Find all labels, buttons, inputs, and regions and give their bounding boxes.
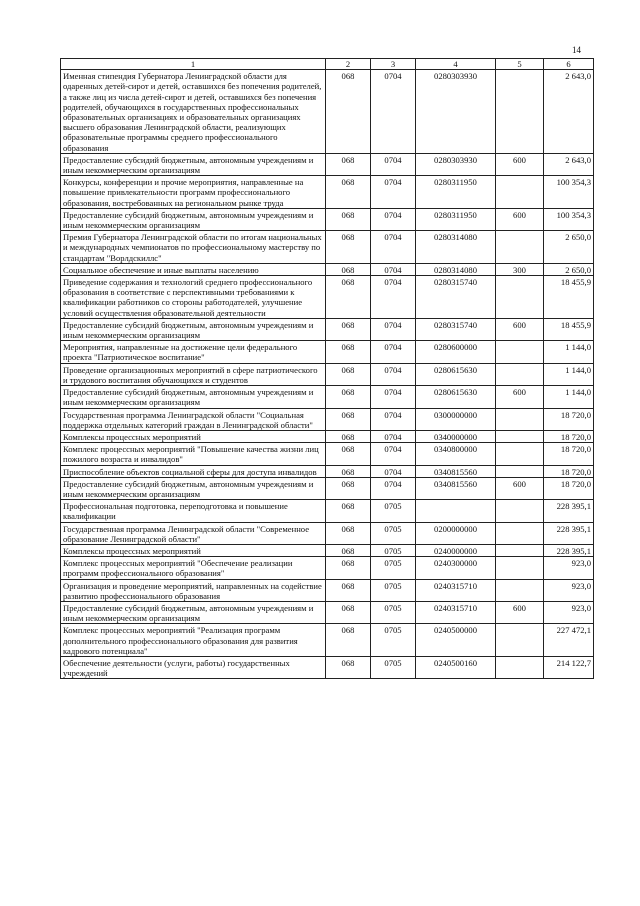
- row-target-article-cell: 0340800000: [416, 443, 496, 465]
- row-name-cell: Конкурсы, конференции и прочие мероприятия, направленные на повышение привлекательности программ профессионального образования, востребованных на региональном рынке труда: [61, 176, 326, 209]
- row-name-cell: Приведение содержания и технологий среднего профессионального образования в соответствие с перспективными требованиями к квалификации работников со стороны работодателей, улучшение условий осуществления образовательной деятельности: [61, 276, 326, 319]
- row-section-cell: 0704: [371, 231, 416, 264]
- row-grbs-cell: 068: [326, 408, 371, 430]
- row-name-cell: Комплексы процессных мероприятий: [61, 544, 326, 556]
- row-name-cell: Премия Губернатора Ленинградской области по итогам национальных и международных чемпионатов по профессиональному мастерству по стандартам "Ворлдскиллс": [61, 231, 326, 264]
- row-name-cell: Комплекс процессных мероприятий "Обеспечение реализации программ профессионального образования": [61, 557, 326, 579]
- row-grbs-cell: 068: [326, 276, 371, 319]
- row-expense-type-cell: [496, 522, 544, 544]
- row-expense-type-cell: 600: [496, 318, 544, 340]
- row-target-article-cell: 0280615630: [416, 386, 496, 408]
- row-section-cell: 0705: [371, 624, 416, 657]
- table-row: [61, 231, 594, 264]
- row-target-article-cell: 0280314080: [416, 231, 496, 264]
- row-target-article-cell: 0340815560: [416, 465, 496, 477]
- row-amount-cell: 100 354,3: [544, 208, 594, 230]
- row-name-cell: Социальное обеспечение и иные выплаты населению: [61, 263, 326, 275]
- row-grbs-cell: 068: [326, 624, 371, 657]
- row-section-cell: 0704: [371, 477, 416, 499]
- column-header: 6: [544, 59, 594, 70]
- row-amount-cell: 923,0: [544, 557, 594, 579]
- table-row: [61, 624, 594, 657]
- table-row: [61, 522, 594, 544]
- row-expense-type-cell: [496, 579, 544, 601]
- row-expense-type-cell: 600: [496, 153, 544, 175]
- table-row: [61, 579, 594, 601]
- row-expense-type-cell: [496, 656, 544, 678]
- row-expense-type-cell: [496, 276, 544, 319]
- row-name-cell: Комплекс процессных мероприятий "Реализация программ дополнительного профессионального образования для развития кадрового потенциала": [61, 624, 326, 657]
- row-grbs-cell: 068: [326, 318, 371, 340]
- row-amount-cell: 2 643,0: [544, 70, 594, 154]
- column-header: 4: [416, 59, 496, 70]
- row-grbs-cell: 068: [326, 579, 371, 601]
- row-target-article-cell: 0340815560: [416, 477, 496, 499]
- row-target-article-cell: 0200000000: [416, 522, 496, 544]
- row-amount-cell: 1 144,0: [544, 386, 594, 408]
- row-target-article-cell: 0280311950: [416, 208, 496, 230]
- row-target-article-cell: 0280311950: [416, 176, 496, 209]
- row-name-cell: Именная стипендия Губернатора Ленинградской области для одаренных детей-сирот и детей, оставшихся без попечения родителей, а также лиц из числа детей-сирот и детей, оставшихся без попечения родителей, обучающихся в государственных профессиональных образовательных организациях и образовательных организациях высшего образования Ленинградской области, реализующих образовательные программы среднего профессионального образования: [61, 70, 326, 154]
- row-expense-type-cell: [496, 500, 544, 522]
- row-expense-type-cell: 600: [496, 601, 544, 623]
- table-row: [61, 656, 594, 678]
- table-row: [61, 465, 594, 477]
- row-target-article-cell: 0240500160: [416, 656, 496, 678]
- row-target-article-cell: 0280315740: [416, 276, 496, 319]
- row-target-article-cell: 0340000000: [416, 430, 496, 442]
- row-amount-cell: 2 650,0: [544, 231, 594, 264]
- row-section-cell: 0704: [371, 363, 416, 385]
- row-amount-cell: 18 455,9: [544, 276, 594, 319]
- row-name-cell: Предоставление субсидий бюджетным, автономным учреждениям и иным некоммерческим организациям: [61, 318, 326, 340]
- budget-table: [60, 58, 594, 679]
- row-expense-type-cell: [496, 443, 544, 465]
- row-target-article-cell: 0280315740: [416, 318, 496, 340]
- row-target-article-cell: 0280600000: [416, 341, 496, 363]
- row-grbs-cell: 068: [326, 544, 371, 556]
- row-expense-type-cell: 300: [496, 263, 544, 275]
- column-header: 1: [61, 59, 326, 70]
- row-amount-cell: 2 650,0: [544, 263, 594, 275]
- row-expense-type-cell: [496, 465, 544, 477]
- row-grbs-cell: 068: [326, 231, 371, 264]
- row-name-cell: Государственная программа Ленинградской области "Социальная поддержка отдельных категорий граждан в Ленинградской области": [61, 408, 326, 430]
- row-expense-type-cell: [496, 624, 544, 657]
- row-amount-cell: 100 354,3: [544, 176, 594, 209]
- table-row: [61, 208, 594, 230]
- column-header: 3: [371, 59, 416, 70]
- row-target-article-cell: 0280303930: [416, 153, 496, 175]
- row-target-article-cell: 0300000000: [416, 408, 496, 430]
- row-grbs-cell: 068: [326, 557, 371, 579]
- row-name-cell: Проведение организационных мероприятий в сфере патриотического и трудового воспитания обучающихся и студентов: [61, 363, 326, 385]
- table-row: [61, 176, 594, 209]
- row-section-cell: 0705: [371, 656, 416, 678]
- row-target-article-cell: 0240000000: [416, 544, 496, 556]
- row-section-cell: 0704: [371, 70, 416, 154]
- row-expense-type-cell: [496, 363, 544, 385]
- row-amount-cell: 2 643,0: [544, 153, 594, 175]
- row-section-cell: 0705: [371, 579, 416, 601]
- row-expense-type-cell: [496, 430, 544, 442]
- row-section-cell: 0704: [371, 176, 416, 209]
- row-name-cell: Предоставление субсидий бюджетным, автономным учреждениям и иным некоммерческим организациям: [61, 208, 326, 230]
- row-name-cell: Предоставление субсидий бюджетным, автономным учреждениям и иным некоммерческим организациям: [61, 601, 326, 623]
- table-row: [61, 318, 594, 340]
- row-expense-type-cell: [496, 341, 544, 363]
- table-header-row: [61, 59, 594, 70]
- page-number: 14: [572, 45, 581, 55]
- row-section-cell: 0704: [371, 386, 416, 408]
- table-row: [61, 263, 594, 275]
- row-amount-cell: 228 395,1: [544, 544, 594, 556]
- row-section-cell: 0704: [371, 318, 416, 340]
- row-expense-type-cell: 600: [496, 208, 544, 230]
- row-grbs-cell: 068: [326, 522, 371, 544]
- table-row: [61, 276, 594, 319]
- row-target-article-cell: 0240300000: [416, 557, 496, 579]
- table-row: [61, 70, 594, 154]
- table-body: [61, 70, 594, 679]
- row-expense-type-cell: [496, 176, 544, 209]
- row-amount-cell: 1 144,0: [544, 341, 594, 363]
- row-amount-cell: 18 720,0: [544, 430, 594, 442]
- row-grbs-cell: 068: [326, 263, 371, 275]
- row-grbs-cell: 068: [326, 500, 371, 522]
- table-row: [61, 500, 594, 522]
- row-amount-cell: 227 472,1: [544, 624, 594, 657]
- row-amount-cell: 923,0: [544, 579, 594, 601]
- row-target-article-cell: 0240315710: [416, 601, 496, 623]
- row-expense-type-cell: [496, 557, 544, 579]
- row-grbs-cell: 068: [326, 341, 371, 363]
- row-grbs-cell: 068: [326, 386, 371, 408]
- row-grbs-cell: 068: [326, 176, 371, 209]
- row-section-cell: 0704: [371, 276, 416, 319]
- row-section-cell: 0704: [371, 208, 416, 230]
- row-expense-type-cell: 600: [496, 386, 544, 408]
- row-section-cell: 0705: [371, 500, 416, 522]
- row-amount-cell: 18 720,0: [544, 477, 594, 499]
- row-section-cell: 0704: [371, 341, 416, 363]
- row-grbs-cell: 068: [326, 363, 371, 385]
- row-expense-type-cell: [496, 408, 544, 430]
- row-section-cell: 0704: [371, 408, 416, 430]
- row-name-cell: Приспособление объектов социальной сферы для доступа инвалидов: [61, 465, 326, 477]
- column-header: 5: [496, 59, 544, 70]
- row-name-cell: Предоставление субсидий бюджетным, автономным учреждениям и иным некоммерческим организациям: [61, 153, 326, 175]
- row-grbs-cell: 068: [326, 465, 371, 477]
- row-section-cell: 0705: [371, 601, 416, 623]
- row-name-cell: Предоставление субсидий бюджетным, автономным учреждениям и иным некоммерческим организациям: [61, 477, 326, 499]
- row-section-cell: 0704: [371, 443, 416, 465]
- row-grbs-cell: 068: [326, 208, 371, 230]
- row-name-cell: Комплексы процессных мероприятий: [61, 430, 326, 442]
- column-header: 2: [326, 59, 371, 70]
- row-target-article-cell: 0280303930: [416, 70, 496, 154]
- row-target-article-cell: [416, 500, 496, 522]
- row-section-cell: 0705: [371, 544, 416, 556]
- row-grbs-cell: 068: [326, 443, 371, 465]
- table-row: [61, 341, 594, 363]
- table-row: [61, 544, 594, 556]
- row-expense-type-cell: 600: [496, 477, 544, 499]
- row-name-cell: Мероприятия, направленные на достижение цели федерального проекта "Патриотическое воспитание": [61, 341, 326, 363]
- row-amount-cell: 214 122,7: [544, 656, 594, 678]
- row-section-cell: 0704: [371, 263, 416, 275]
- row-target-article-cell: 0280314080: [416, 263, 496, 275]
- row-name-cell: Комплекс процессных мероприятий "Повышение качества жизни лиц пожилого возраста и инвалидов": [61, 443, 326, 465]
- row-name-cell: Обеспечение деятельности (услуги, работы) государственных учреждений: [61, 656, 326, 678]
- row-grbs-cell: 068: [326, 70, 371, 154]
- row-amount-cell: 18 720,0: [544, 443, 594, 465]
- row-section-cell: 0704: [371, 430, 416, 442]
- row-target-article-cell: 0240315710: [416, 579, 496, 601]
- row-name-cell: Предоставление субсидий бюджетным, автономным учреждениям и иным некоммерческим организациям: [61, 386, 326, 408]
- row-grbs-cell: 068: [326, 477, 371, 499]
- row-grbs-cell: 068: [326, 656, 371, 678]
- row-amount-cell: 228 395,1: [544, 500, 594, 522]
- row-section-cell: 0704: [371, 465, 416, 477]
- row-amount-cell: 18 455,9: [544, 318, 594, 340]
- table-row: [61, 386, 594, 408]
- table-row: [61, 430, 594, 442]
- table-row: [61, 477, 594, 499]
- table-row: [61, 557, 594, 579]
- row-target-article-cell: 0240500000: [416, 624, 496, 657]
- row-name-cell: Государственная программа Ленинградской области "Современное образование Ленинградской области": [61, 522, 326, 544]
- row-expense-type-cell: [496, 231, 544, 264]
- row-amount-cell: 923,0: [544, 601, 594, 623]
- row-section-cell: 0705: [371, 522, 416, 544]
- table-row: [61, 363, 594, 385]
- row-name-cell: Организация и проведение мероприятий, направленных на содействие развитию профессионального образования: [61, 579, 326, 601]
- row-expense-type-cell: [496, 70, 544, 154]
- row-grbs-cell: 068: [326, 430, 371, 442]
- row-name-cell: Профессиональная подготовка, переподготовка и повышение квалификации: [61, 500, 326, 522]
- row-target-article-cell: 0280615630: [416, 363, 496, 385]
- row-amount-cell: 18 720,0: [544, 408, 594, 430]
- table-row: [61, 153, 594, 175]
- row-amount-cell: 18 720,0: [544, 465, 594, 477]
- row-amount-cell: 228 395,1: [544, 522, 594, 544]
- row-section-cell: 0704: [371, 153, 416, 175]
- table-row: [61, 408, 594, 430]
- row-amount-cell: 1 144,0: [544, 363, 594, 385]
- table-row: [61, 443, 594, 465]
- table-row: [61, 601, 594, 623]
- row-grbs-cell: 068: [326, 601, 371, 623]
- row-grbs-cell: 068: [326, 153, 371, 175]
- row-expense-type-cell: [496, 544, 544, 556]
- row-section-cell: 0705: [371, 557, 416, 579]
